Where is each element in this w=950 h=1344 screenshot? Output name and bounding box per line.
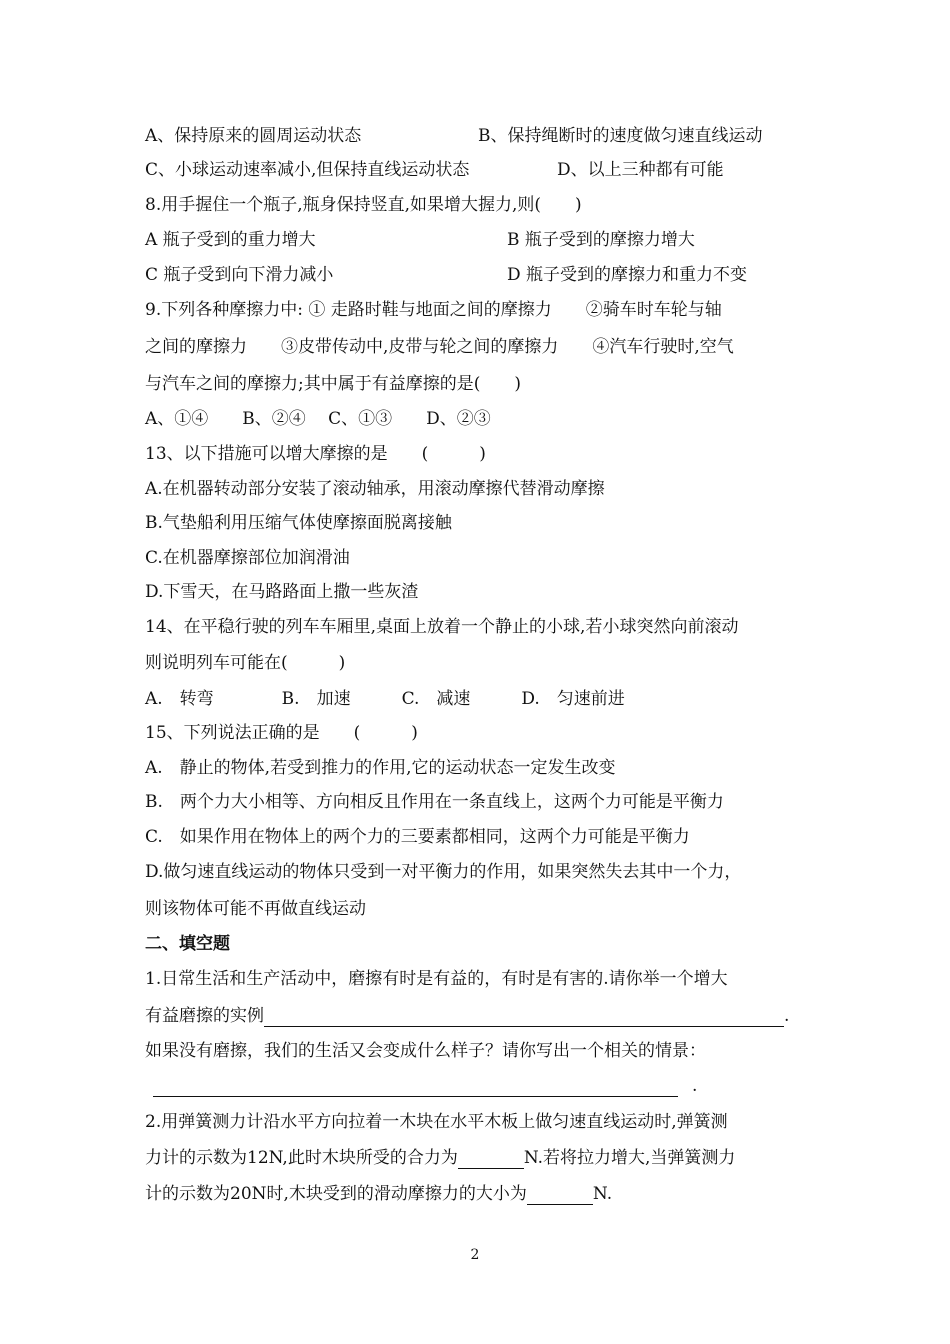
q7-option-c: C、小球运动速率减小,但保持直线运动状态	[145, 160, 470, 180]
q8-option-row-2	[145, 264, 748, 286]
f2-prompt-1: 力计的示数为12N,此时木块所受的合力为	[145, 1148, 458, 1168]
q7-option-a: A、保持原来的圆周运动状态	[145, 126, 362, 146]
answer-blank-3[interactable]	[458, 1151, 524, 1169]
f1-period: .	[784, 1006, 790, 1026]
q8-option-a: A 瓶子受到的重力增大	[145, 230, 316, 250]
q13-stem: 13、以下措施可以增大摩擦的是 ( )	[145, 444, 486, 464]
q7-option-d: D、以上三种都有可能	[557, 160, 724, 180]
q9-line-2: 之间的摩擦力 ③皮带传动中,皮带与轮之间的摩擦力 ④汽车行驶时,空气	[145, 337, 734, 357]
page-number: 2	[470, 1247, 480, 1263]
q15-option-d-line-2: 则该物体可能不再做直线运动	[145, 899, 366, 919]
f2-line-2	[145, 1147, 735, 1169]
f2-prompt-2: N.若将拉力增大,当弹簧测力	[523, 1148, 736, 1168]
q7-option-b: B、保持绳断时的速度做匀速直线运动	[478, 126, 763, 146]
q9-line-1: 9.下列各种摩擦力中: ① 走路时鞋与地面之间的摩擦力 ②骑车时车轮与轴	[145, 300, 722, 320]
q8-option-d: D 瓶子受到的摩擦力和重力不变	[507, 265, 748, 285]
f2-prompt-3: 计的示数为20N时,木块受到的滑动摩擦力的大小为	[145, 1184, 527, 1204]
q14-line-2: 则说明列车可能在( )	[145, 653, 346, 673]
q14-options: A. 转弯 B. 加速 C. 减速 D. 匀速前进	[145, 689, 625, 709]
q13-option-a: A.在机器转动部分安装了滚动轴承，用滚动摩擦代替滑动摩擦	[145, 479, 605, 499]
q13-option-b: B.气垫船利用压缩气体使摩擦面脱离接触	[145, 513, 452, 533]
f1-line-1: 1.日常生活和生产活动中，磨擦有时是有益的，有时是有害的.请你举一个增大	[145, 969, 728, 989]
answer-blank-4[interactable]	[527, 1187, 593, 1205]
q15-option-a: A. 静止的物体,若受到推力的作用,它的运动状态一定发生改变	[145, 758, 616, 778]
q7-option-row-1	[145, 125, 763, 147]
q9-options: A、①④ B、②④ C、①③ D、②③	[145, 409, 491, 429]
q14-line-1: 14、在平稳行驶的列车车厢里,桌面上放着一个静止的小球,若小球突然向前滚动	[145, 617, 739, 637]
q15-option-c: C. 如果作用在物体上的两个力的三要素都相同，这两个力可能是平衡力	[145, 827, 690, 847]
q8-stem: 8.用手握住一个瓶子,瓶身保持竖直,如果增大握力,则( )	[145, 195, 582, 215]
q15-stem: 15、下列说法正确的是 ( )	[145, 723, 418, 743]
q7-option-row-2	[145, 159, 724, 181]
q15-option-b: B. 两个力大小相等、方向相反且作用在一条直线上，这两个力可能是平衡力	[145, 792, 724, 812]
f2-line-1: 2.用弹簧测力计沿水平方向拉着一木块在水平木板上做匀速直线运动时,弹簧测	[145, 1112, 728, 1132]
q8-option-row-1	[145, 229, 695, 251]
answer-blank-1[interactable]	[264, 1009, 784, 1027]
section-heading: 二、填空题	[145, 934, 230, 954]
q15-option-d-line-1: D.做匀速直线运动的物体只受到一对平衡力的作用，如果突然失去其中一个力，	[145, 862, 742, 882]
answer-blank-2[interactable]	[153, 1079, 678, 1097]
f1-line-2	[145, 1005, 789, 1027]
f1-line-4	[153, 1075, 697, 1097]
f1-prompt: 有益磨擦的实例	[145, 1006, 264, 1026]
f2-unit: N.	[592, 1184, 613, 1204]
f2-line-3	[145, 1183, 612, 1205]
q8-option-c: C 瓶子受到向下滑力减小	[145, 265, 334, 285]
q8-option-b: B 瓶子受到的摩擦力增大	[507, 230, 695, 250]
f1-line-3: 如果没有磨擦，我们的生活又会变成什么样子？请你写出一个相关的情景：	[145, 1041, 706, 1061]
q13-option-c: C.在机器摩擦部位加润滑油	[145, 548, 350, 568]
q13-option-d: D.下雪天，在马路路面上撒一些灰渣	[145, 582, 419, 602]
f1-end-period: .	[692, 1076, 698, 1096]
q9-line-3: 与汽车之间的摩擦力;其中属于有益摩擦的是( )	[145, 374, 521, 394]
